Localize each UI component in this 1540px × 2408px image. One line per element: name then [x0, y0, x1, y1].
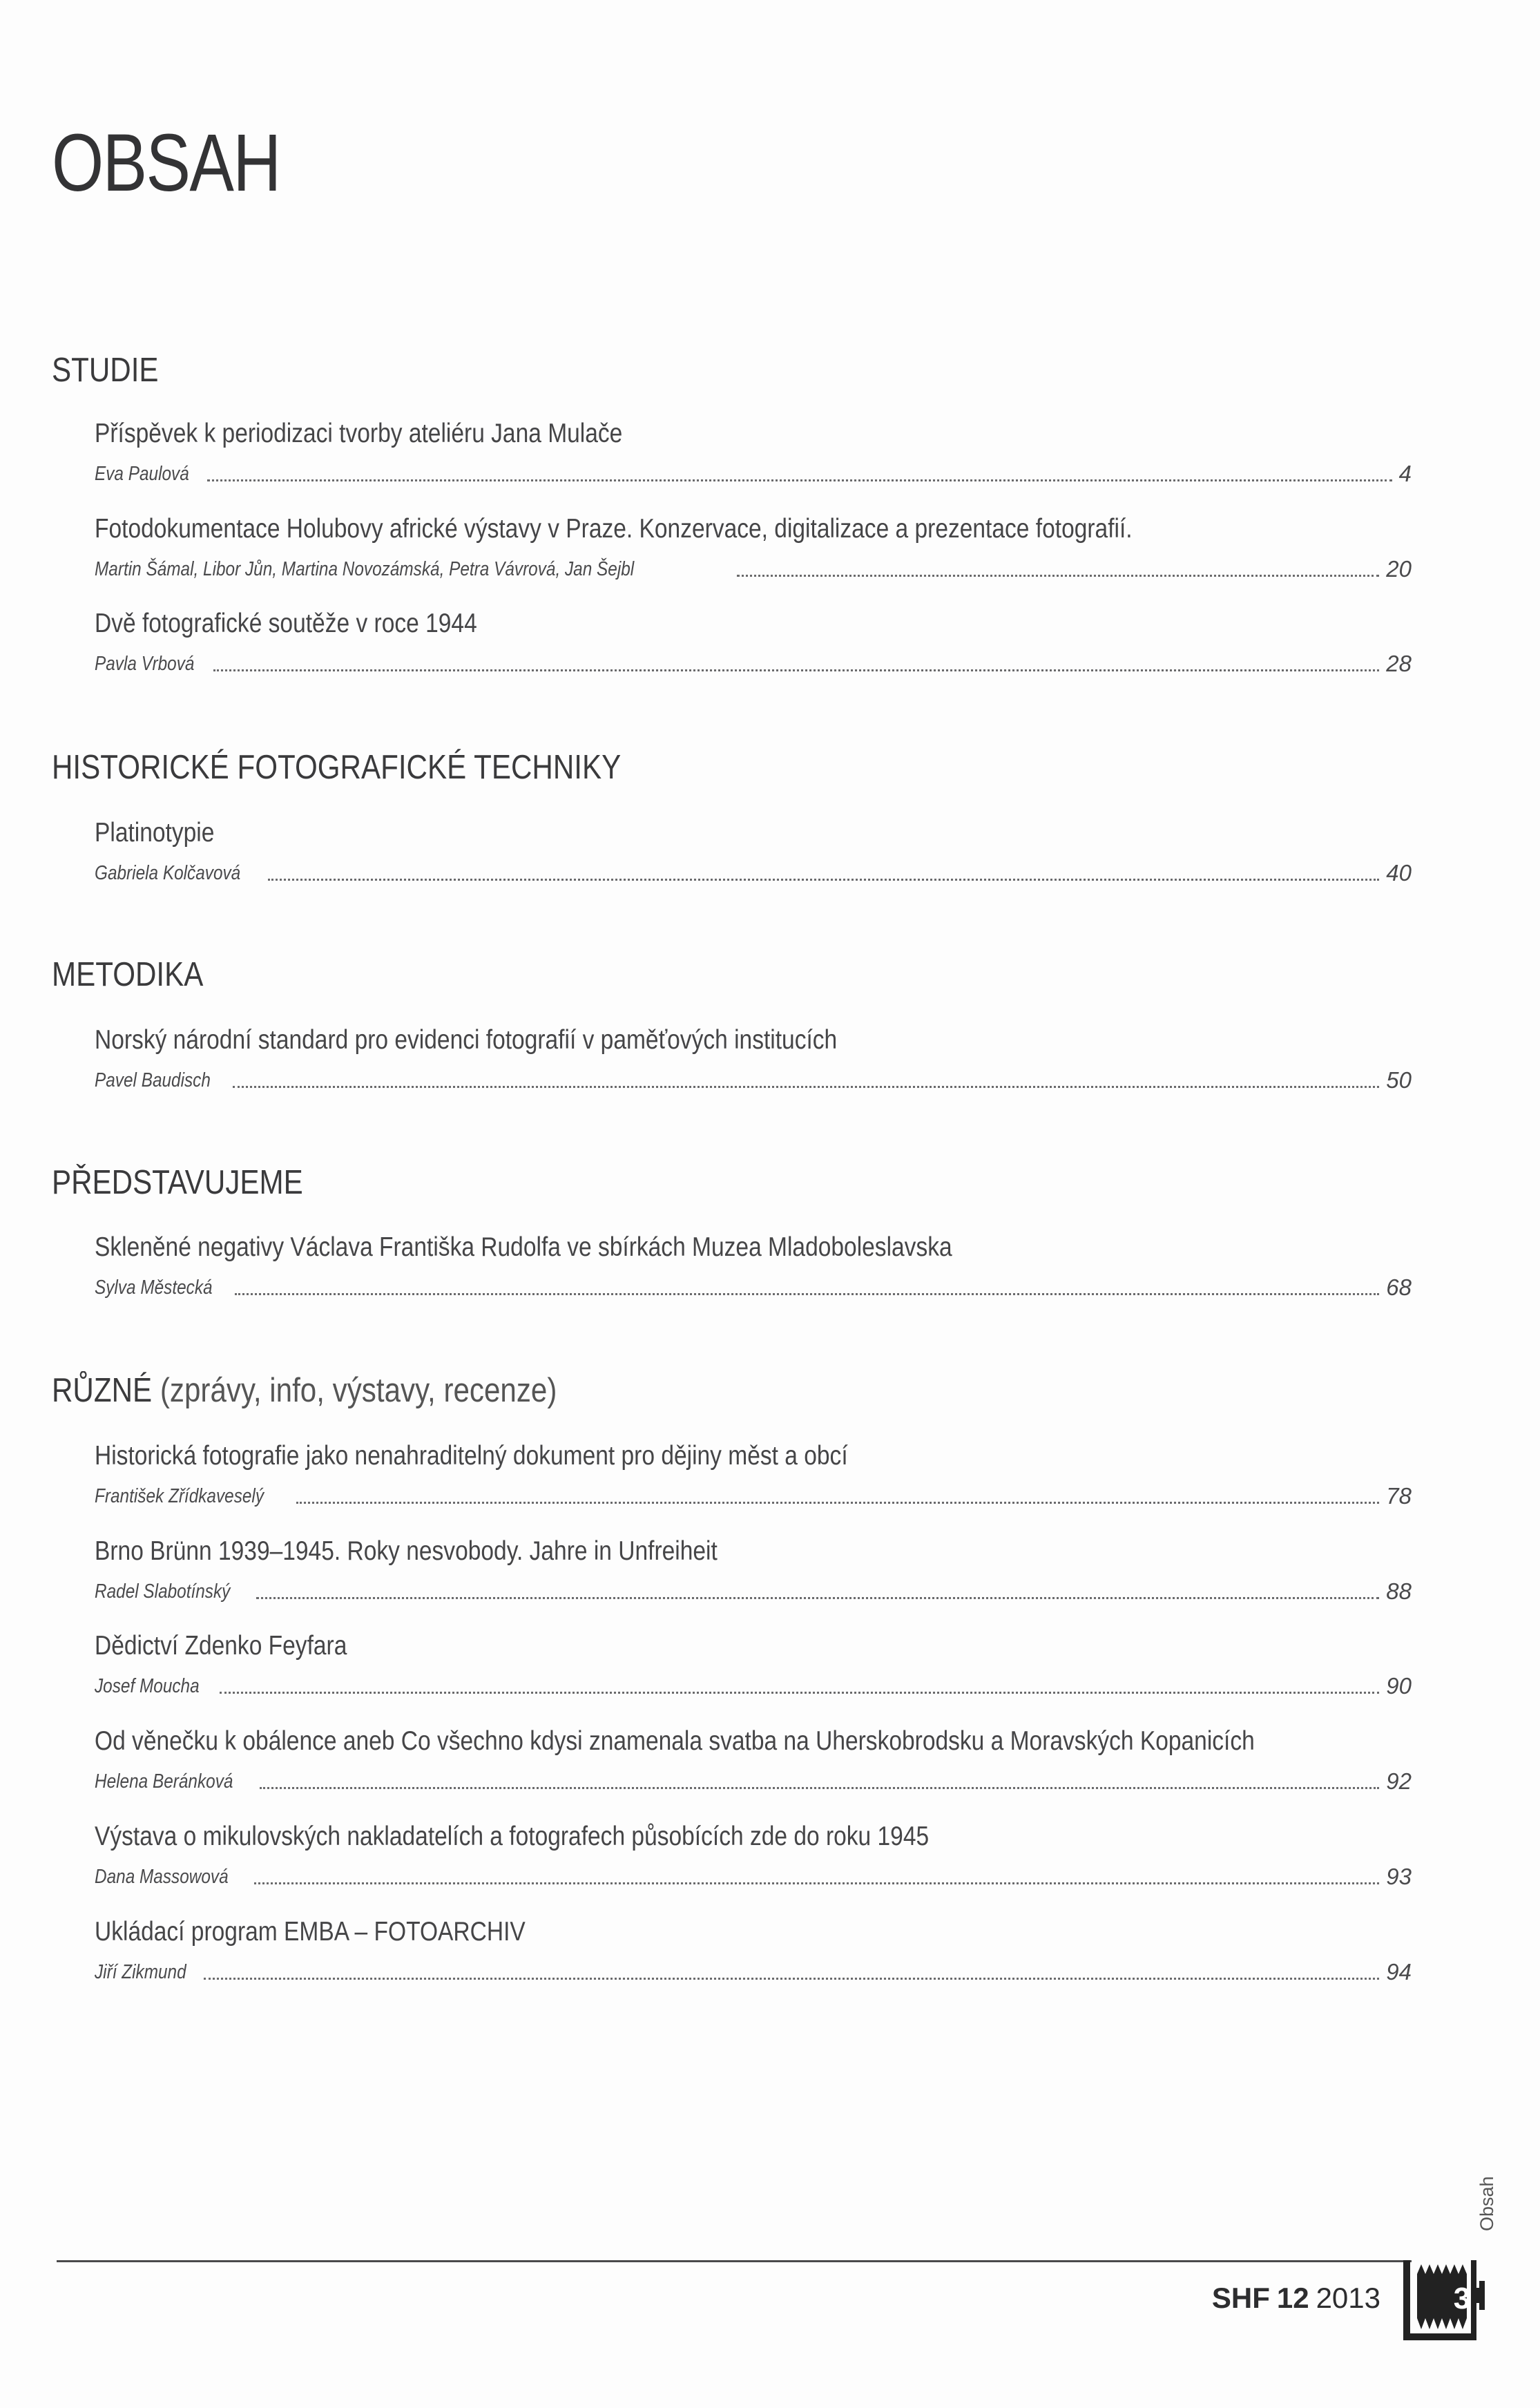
- toc-entry[interactable]: [95, 1440, 1412, 1508]
- toc-entry[interactable]: [95, 1916, 1412, 1984]
- entry-line: [95, 1956, 1412, 1984]
- dot-leader: [235, 1292, 1379, 1295]
- entry-title[interactable]: Skleněné negativy Václava Františka Rudolfa ve sbírkách Muzea Mladoboleslavska: [95, 1232, 952, 1262]
- entry-author: Pavla Vrbová: [95, 653, 195, 675]
- entry-title[interactable]: Norský národní standard pro evidenci fotografií v paměťových institucích: [95, 1025, 838, 1055]
- section-heading-ruzne: [52, 1371, 557, 1410]
- entry-page-number[interactable]: 20: [1386, 556, 1412, 582]
- entry-title[interactable]: Od věnečku k obálence aneb Co všechno kdysi znamenala svatba na Uherskobrodsku a Moravských Kopanicích: [95, 1726, 1255, 1756]
- toc-entry[interactable]: [95, 1024, 1412, 1092]
- entry-author: Radel Slabotínský: [95, 1580, 231, 1603]
- entry-author: Helena Beránková: [95, 1770, 233, 1793]
- entry-line: [95, 1480, 1412, 1508]
- entry-author: Jiří Zikmund: [95, 1961, 186, 1983]
- entry-line: [95, 553, 1412, 581]
- entry-author: Dana Massowová: [95, 1866, 229, 1888]
- entry-line: [95, 1670, 1412, 1698]
- entry-line: [95, 1861, 1412, 1889]
- entry-page-number[interactable]: 50: [1386, 1067, 1412, 1093]
- dot-leader: [207, 479, 1392, 481]
- entry-line: [95, 648, 1412, 676]
- entry-page-number[interactable]: 40: [1386, 860, 1412, 886]
- page-number: 3: [1453, 2282, 1471, 2315]
- issue-number: 12: [1276, 2282, 1309, 2314]
- entry-title[interactable]: Dědictví Zdenko Feyfara: [95, 1631, 347, 1661]
- entry-page-number[interactable]: 78: [1386, 1483, 1412, 1509]
- entry-author: Martin Šámal, Libor Jůn, Martina Novozámská, Petra Vávrová, Jan Šejbl: [95, 558, 635, 580]
- dot-leader: [260, 1786, 1380, 1789]
- entry-title[interactable]: Příspěvek k periodizaci tvorby ateliéru Jana Mulače: [95, 419, 623, 448]
- entry-page-number[interactable]: 28: [1386, 651, 1412, 676]
- entry-line: [95, 1272, 1412, 1299]
- entry-author: Josef Moucha: [95, 1675, 200, 1697]
- running-section-label: Obsah: [1476, 2176, 1497, 2231]
- entry-author: Pavel Baudisch: [95, 1069, 211, 1091]
- toc-entry[interactable]: [95, 817, 1412, 885]
- dot-leader: [233, 1085, 1379, 1088]
- toc-entry[interactable]: [95, 1630, 1412, 1698]
- entry-title[interactable]: Platinotypie: [95, 818, 215, 848]
- entry-page-number[interactable]: 92: [1386, 1768, 1412, 1794]
- entry-page-number[interactable]: 94: [1386, 1959, 1412, 1985]
- dot-leader: [268, 878, 1379, 881]
- entry-title[interactable]: Fotodokumentace Holubovy africké výstavy v Praze. Konzervace, digitalizace a prezentace fotografií.: [95, 514, 1133, 544]
- issue-label: [1212, 2282, 1380, 2315]
- entry-line: [95, 458, 1412, 486]
- dot-leader: [213, 669, 1379, 671]
- section-heading-historicke-techniky: HISTORICKÉ FOTOGRAFICKÉ TECHNIKY: [52, 749, 622, 786]
- dot-leader: [256, 1596, 1380, 1599]
- dot-leader: [220, 1691, 1380, 1694]
- entry-page-number[interactable]: 4: [1398, 461, 1412, 486]
- toc-entry[interactable]: [95, 1821, 1412, 1889]
- page-title: OBSAH: [52, 117, 280, 209]
- entry-line: [95, 857, 1412, 885]
- toc-entry[interactable]: [95, 1726, 1412, 1793]
- section-heading-suffix: (zprávy, info, výstavy, recenze): [160, 1372, 557, 1409]
- entry-line: [95, 1064, 1412, 1092]
- dot-leader: [296, 1501, 1380, 1504]
- entry-title[interactable]: Brno Brünn 1939–1945. Roky nesvobody. Jahre in Unfreiheit: [95, 1536, 718, 1566]
- entry-page-number[interactable]: 88: [1386, 1578, 1412, 1604]
- entry-line: [95, 1576, 1412, 1603]
- entry-author: František Zřídkaveselý: [95, 1485, 264, 1507]
- issue-year: 2013: [1316, 2282, 1380, 2314]
- entry-page-number[interactable]: 90: [1386, 1673, 1412, 1699]
- entry-page-number[interactable]: 68: [1386, 1274, 1412, 1300]
- toc-entry[interactable]: [95, 513, 1412, 581]
- entry-author: Gabriela Kolčavová: [95, 862, 241, 884]
- dot-leader: [254, 1882, 1380, 1884]
- journal-series: SHF: [1211, 2282, 1270, 2314]
- entry-title[interactable]: Ukládací program EMBA – FOTOARCHIV: [95, 1917, 526, 1947]
- entry-title[interactable]: Historická fotografie jako nenahraditelný dokument pro dějiny měst a obcí: [95, 1441, 848, 1471]
- entry-title[interactable]: Dvě fotografické soutěže v roce 1944: [95, 609, 477, 638]
- section-heading-studie: STUDIE: [52, 352, 159, 389]
- toc-entry[interactable]: [95, 1232, 1412, 1299]
- entry-author: Eva Paulová: [95, 463, 189, 485]
- entry-title[interactable]: Výstava o mikulovských nakladatelích a fotografech působících zde do roku 1945: [95, 1822, 930, 1851]
- toc-entry[interactable]: [95, 1536, 1412, 1603]
- section-heading-predstavujeme: PŘEDSTAVUJEME: [52, 1164, 303, 1201]
- section-heading-label: RŮZNÉ: [52, 1372, 153, 1409]
- toc-entry[interactable]: [95, 608, 1412, 676]
- dot-leader: [204, 1977, 1379, 1980]
- dot-leader: [737, 574, 1379, 577]
- entry-page-number[interactable]: 93: [1386, 1864, 1412, 1889]
- section-heading-metodika: METODIKA: [52, 956, 204, 993]
- entry-author: Sylva Městecká: [95, 1277, 213, 1299]
- footer-rule: [57, 2260, 1412, 2262]
- toc-entry[interactable]: [95, 418, 1412, 486]
- entry-line: [95, 1766, 1412, 1793]
